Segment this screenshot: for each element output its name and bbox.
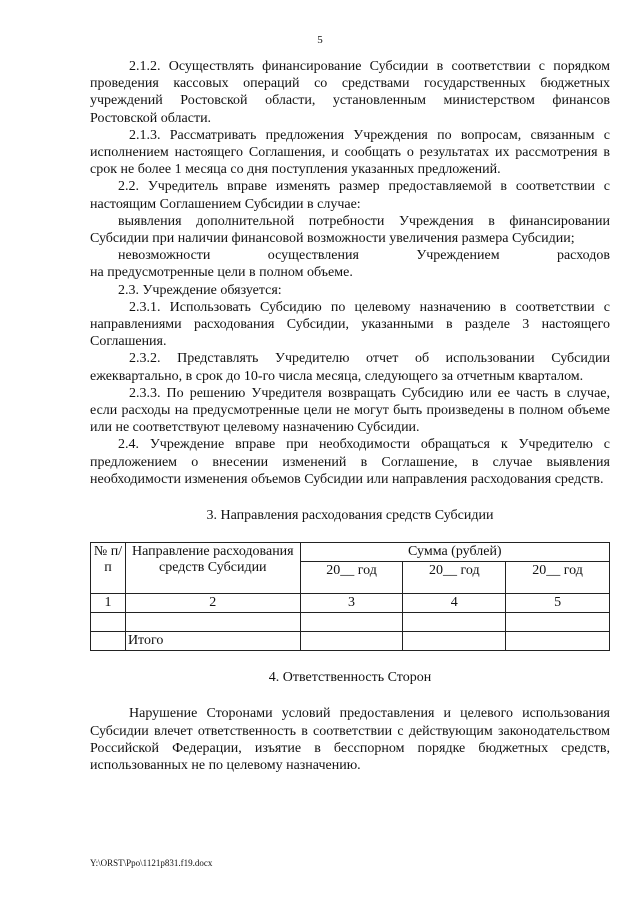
section-3-title: 3. Направления расходования средств Субсидии	[206, 508, 494, 524]
empty-row	[91, 613, 610, 632]
paragraph-2-3-3: 2.3.3. По решению Учредителя возвращать Субсидию или ее часть в случае, если расходы на предусмотренные цели не могут быть произведены в полном объеме или не соответствуют целевому назначению Субсидии.	[90, 385, 610, 436]
total-label: Итого	[125, 632, 300, 651]
header-direction: Направление расходования средств Субсидии	[125, 543, 300, 594]
paragraph-2-1-2: 2.1.2. Осуществлять финансирование Субсидии в соответствии с порядком проведения кассовых операций со средствами государственных бюджетных учреждений Ростовской области, установленным министерством финансов Ростовской области.	[90, 59, 610, 126]
index-cell: 4	[403, 594, 506, 613]
paragraph-2-2-case-2-cont: на предусмотренные цели в полном объеме.	[90, 265, 353, 281]
paragraph-2-4: 2.4. Учреждение вправе при необходимости обращаться к Учредителю с предложением о внесении изменений в Соглашение, в случае выявления необходимости изменения объемов Субсидии или направления расходования средств.	[90, 437, 610, 487]
expenditure-table	[90, 542, 610, 651]
header-number: № п/п	[91, 543, 126, 594]
index-cell: 3	[300, 594, 403, 613]
header-sum: Сумма (рублей)	[300, 543, 609, 562]
paragraph-2-1-3: 2.1.3. Рассматривать предложения Учреждения по вопросам, связанным с исполнением настоящего Соглашения, и сообщать о результатах их рассмотрения в срок не более 1 месяца со дня поступления указанных предложений.	[90, 127, 610, 178]
page-number: 5	[317, 34, 323, 46]
paragraph-2-2: 2.2. Учредитель вправе изменять размер предоставляемой в соответствии с настоящим Соглашением Субсидии в случае:	[90, 179, 610, 212]
header-year-1: 20__ год	[300, 562, 403, 594]
paragraph-2-3-2: 2.3.2. Представлять Учредителю отчет об использовании Субсидии ежеквартально, в срок до 10-го числа месяца, следующего за отчетным кварталом.	[90, 351, 610, 384]
index-cell: 1	[91, 594, 126, 613]
index-cell: 5	[506, 594, 610, 613]
section-4-paragraph: Нарушение Сторонами условий предоставления и целевого использования Субсидии влечет ответственность в соответствии с действующим законодательством Российской Федерации, изъятие в бесспорном порядке бюджетных средств, использованных не по целевому назначению.	[90, 706, 610, 774]
section-4-title: 4. Ответственность Сторон	[268, 670, 432, 686]
header-year-2: 20__ год	[403, 562, 506, 594]
paragraph-2-3: 2.3. Учреждение обязуется:	[118, 282, 282, 298]
footer-file-path: Y:\ORST\Ppo\1121p831.f19.docx	[90, 858, 213, 868]
index-cell: 2	[125, 594, 300, 613]
document-body	[90, 58, 610, 774]
paragraph-2-2-case-2: невозможности осуществления Учреждением расходов	[118, 248, 610, 264]
paragraph-2-3-1: 2.3.1. Использовать Субсидию по целевому назначению в соответствии с направлениями расходования Субсидии, указанными в разделе 3 настоящего Соглашения.	[90, 299, 610, 350]
total-row	[91, 632, 610, 651]
paragraph-2-2-case-1: выявления дополнительной потребности Учреждения в финансировании Субсидии при наличии финансовой возможности увеличения размера Субсидии;	[90, 213, 610, 247]
header-year-3: 20__ год	[506, 562, 610, 594]
